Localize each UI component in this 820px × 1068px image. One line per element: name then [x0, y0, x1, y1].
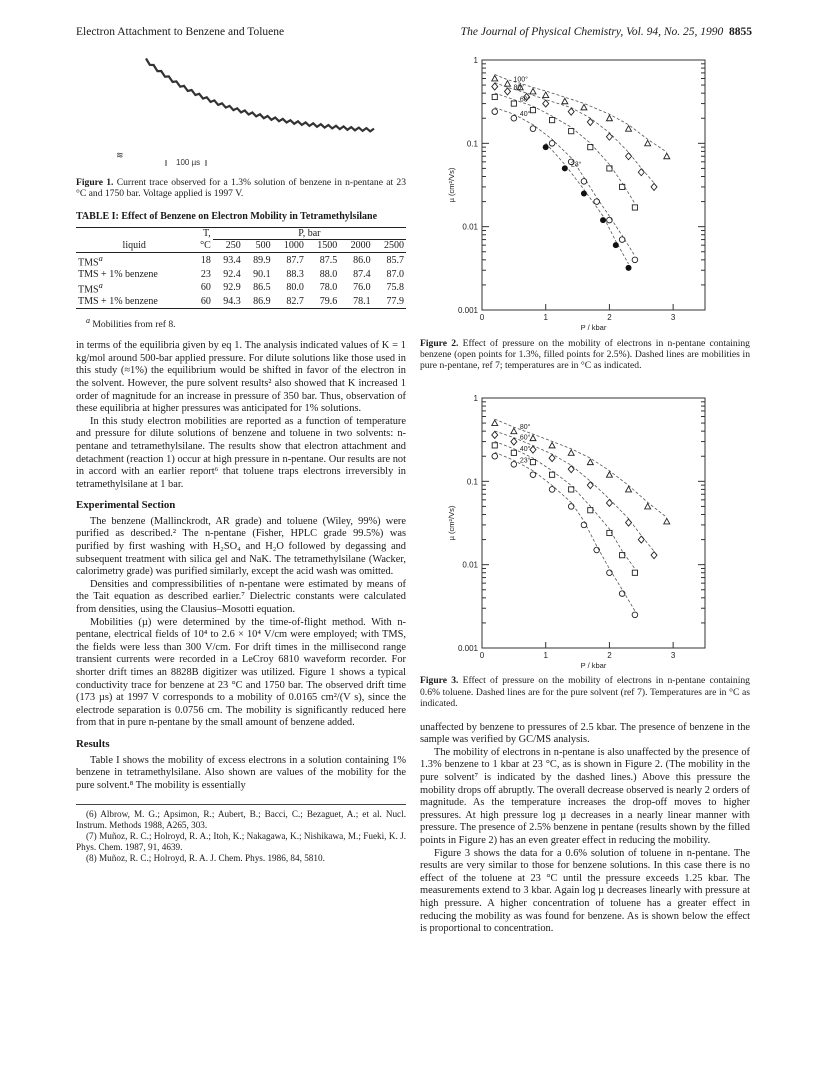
data-point [530, 472, 536, 478]
data-point [607, 570, 613, 576]
data-point [511, 450, 516, 455]
data-point-filled [613, 242, 619, 248]
dashed-line [495, 431, 654, 551]
temperature-label: 23° [570, 161, 582, 169]
data-point [492, 443, 497, 448]
data-point [606, 133, 612, 140]
data-point-filled [562, 165, 568, 171]
y-axis-label: µ (cm²/Vs) [447, 167, 456, 203]
temperature-label: 80° [519, 423, 531, 431]
data-point [492, 431, 498, 438]
data-point [594, 199, 600, 205]
data-point [568, 503, 574, 509]
data-point [581, 179, 587, 185]
y-tick-label: 0.01 [462, 222, 478, 232]
data-point [549, 454, 555, 461]
paragraph: Table I shows the mobility of excess electrons in a solution containing 1% benzene in tetramethylsilane. Also shown are values of the mobility for the pure solvent.⁸ The mobility is essentially [76, 754, 406, 791]
y-axis-label: µ (cm²/Vs) [447, 505, 456, 541]
data-point [606, 115, 612, 121]
data-point [651, 551, 657, 558]
temperature-label: 23° [519, 457, 531, 465]
data-point [492, 75, 498, 81]
data-point [492, 420, 498, 426]
scale-label: 100 µs [176, 158, 201, 167]
dashed-line [495, 93, 635, 204]
data-point [651, 183, 657, 190]
table-header-row [76, 227, 406, 240]
col-pressure: 500 [255, 240, 271, 252]
col-pressure: 2000 [350, 240, 371, 252]
trace-start-mark: ≋ [116, 150, 124, 160]
col-T: T, [202, 228, 211, 240]
paragraph: The benzene (Mallinckrodt, AR grade) and toluene (Wiley, 99%) were purified as described.² The n-pentane (Fisher, HPLC grade 99.5%) was purified by first washing with H₂SO₄ and H₂O followed by degassing and subsequent treatment with silica gel and NaK. The tetramethylsilane (Wacker, calorimetry grade) was purified similarly, except the acid wash was omitted. [76, 515, 406, 578]
data-point [638, 536, 644, 543]
x-tick-label: 3 [670, 650, 676, 660]
temperature-label: 80° [513, 84, 525, 92]
data-point [530, 126, 536, 132]
temperature-label: 40° [519, 111, 531, 119]
data-point [492, 109, 498, 115]
data-point [587, 119, 593, 126]
data-point [492, 94, 497, 99]
data-point [530, 88, 536, 94]
data-point [530, 459, 535, 464]
x-tick-label: 0 [479, 650, 485, 660]
y-tick-label: 0.1 [466, 139, 478, 149]
y-tick-label: 0.1 [466, 477, 478, 487]
paragraph: The mobility of electrons in n-pentane is also unaffected by the presence of 1.3% benzene to 1 kbar at 23 °C, as is shown in Figure 2. (The mobility in the pure solvent⁷ is indicated by the dashed lines.) Above this pressure the mobility drops off abruptly. The overall decrease observed is nearly 2 orders of magnitude. As the temperature increases the drop-off moves to higher pressures. At high pressure log µ decreases in a nearly linear manner with pressure. The presence of 2.5% benzene in pentane (results shown by the filled points in Figure 2) has an even greater effect in reducing the mobility. [420, 746, 750, 846]
data-point [568, 450, 574, 456]
data-point [607, 217, 613, 223]
data-point [530, 108, 535, 113]
x-axis-label: P / kbar [580, 660, 607, 670]
data-point [606, 472, 612, 478]
right-column [420, 48, 750, 936]
table1 [76, 227, 406, 309]
data-point [511, 461, 517, 467]
data-point [543, 92, 549, 98]
y-tick-label: 0.001 [457, 643, 478, 653]
page-number: 8855 [729, 26, 752, 38]
section-heading-results: Results [76, 737, 110, 750]
dashed-line [495, 108, 635, 256]
table-subheader-row [76, 240, 406, 253]
figure3-caption: Figure 3. Effect of pressure on the mobility of electrons in n-pentane containing 0.6% toluene. Dashed lines are for the pure solvent (ref 7). Temperatures are in °C as indicated. [420, 675, 750, 710]
y-tick-label: 1 [473, 56, 478, 65]
data-point [632, 205, 637, 210]
data-point [562, 98, 568, 104]
table-row: TMS$^a$ 18 93.4 89.9 87.7 87.5 86.0 85.7 [78, 253, 404, 269]
table-row: TMS + 1% benzene 23 92.4 90.1 88.3 88.0 87.4 87.0 [78, 268, 404, 280]
temperature-label: 60° [519, 96, 531, 104]
data-point [606, 499, 612, 506]
section-heading-experimental: Experimental Section [76, 499, 176, 512]
data-point [581, 522, 587, 528]
col-pressure: 250 [225, 240, 241, 252]
data-point [626, 519, 632, 526]
data-point [549, 141, 555, 147]
dashed-line [495, 452, 635, 611]
data-point [588, 507, 593, 512]
paragraph: Figure 3 shows the data for a 0.6% solution of toluene in n-pentane. The results are very similar to those for benzene solutions. In this case there is no effect of the toluene at 23 °C until the pressure exceeds 1.25 kbar. The measurements extend to 3 kbar. Again log µ decreases linearly with pressure at high pressure. A higher concentration of toluene has a greater effect in reducing the mobility as was found for benzene. As is shown below the effect is proportional to concentration. [420, 847, 750, 935]
reference-item: (7) Muñoz, R. C.; Holroyd, R. A.; Itoh, K.; Nakagawa, K.; Nishikawa, M.; Fueki, K. J. Phys. Chem. 1987, 91, 4639. [76, 830, 406, 852]
current-trace [146, 59, 374, 132]
data-point-filled [581, 191, 587, 197]
paragraph: Densities and compressibilities of n-pentane were estimated by means of the Tait equation as described earlier.⁷ Dielectric constants were calculated from densities, using the Clausius–Mosotti equation. [76, 578, 406, 616]
data-point [492, 453, 498, 459]
data-point [626, 486, 632, 492]
x-tick-label: 3 [670, 313, 676, 322]
data-point [549, 118, 554, 123]
y-tick-label: 0.001 [457, 306, 478, 315]
figure2-chart [420, 48, 750, 333]
table-row: TMS$^a$ 60 92.9 86.5 80.0 78.0 76.0 75.8 [78, 281, 404, 296]
data-point [568, 108, 574, 115]
data-point [504, 88, 510, 95]
figure1-trace [76, 48, 406, 168]
x-tick-label: 1 [543, 313, 548, 322]
data-point [632, 612, 638, 618]
y-tick-label: 0.01 [462, 560, 478, 570]
table-row: TMS + 1% benzene 60 94.3 86.9 82.7 79.6 78.1 77.9 [78, 296, 404, 308]
col-pressure: 1000 [283, 240, 304, 252]
data-point [530, 435, 536, 441]
dashed-line [495, 441, 635, 568]
plot-frame [482, 398, 705, 648]
data-point-filled [626, 265, 632, 271]
reference-item: (6) Albrow, M. G.; Apsimon, R.; Aubert, B.; Bacci, C.; Bezaguet, A.; et al. Nucl. Instrum. Methods 1988, A265, 303. [76, 809, 406, 831]
paragraph: unaffected by benzene to pressures of 2.5 kbar. The presence of benzene in the sample was verified by GC/MS analysis. [420, 721, 750, 746]
data-point [543, 100, 549, 107]
data-point [632, 570, 637, 575]
x-tick-label: 0 [479, 313, 485, 322]
journal-citation: The Journal of Physical Chemistry, Vol. 94, No. 25, 1990 8855 [460, 26, 752, 38]
figure3-chart [420, 386, 750, 671]
data-point [569, 129, 574, 134]
data-point [511, 115, 517, 121]
data-point [549, 472, 554, 477]
data-point [504, 81, 510, 87]
data-point [549, 486, 555, 492]
col-pressure: 1500 [317, 240, 338, 252]
temperature-label: 100° [513, 76, 528, 84]
temperature-label: 60° [519, 434, 531, 442]
col-pressure: 2500 [384, 240, 404, 252]
references [76, 804, 406, 863]
paragraph: in terms of the equilibria given by eq 1. The analysis indicated values of K = 1 kg/mol around 500-bar applied pressure. For dilute solutions like those used in this study (≈1%) the equilibrium would be shifted in favor of the electron in the solvent. However, the pure solvent results² also showed that K increased 1 order of magnitude for an increase in pressure of 350 bar. Thus, observation of these equilibria at higher pressures was anticipated for 1% solutions. [76, 340, 406, 415]
col-T-unit: °C [200, 240, 211, 252]
data-point [530, 446, 536, 453]
figure2-caption: Figure 2. Effect of pressure on the mobility of electrons in n-pentane containing benzene (open points for 1.3%, filled points for 2.5%). Dashed lines are mobilities in pure n-pentane, ref 7; temperatures are in °C as indicated. [420, 337, 750, 372]
x-tick-label: 2 [607, 650, 612, 660]
data-point-filled [543, 144, 549, 150]
data-point [645, 503, 651, 509]
paragraph: Mobilities (µ) were determined by the time-of-flight method. With n-pentane, electrical fields of 10⁴ to 2.6 × 10⁴ V/cm were employed; with TMS, the fields were less than 300 V/cm. For drift times in the millisecond range transient currents were recorded in a LeCroy 6810 waveform recorder. For shorter drift times an 8828B digitizer was utilized. Figure 1 shows a typical conductivity trace for benzene at 23 °C and 1750 bar. The observed drift time (173 µs) at 1997 V corresponds to a mobility of 0.0165 cm²/(V s), since the electrode separation is 0.0756 cm. The mobility is significantly reduced here from that in pure n-pentane by the small amount of benzene added. [76, 616, 406, 729]
table1-footnote: $^a$ Mobilities from ref 8. [86, 315, 176, 330]
left-column [76, 48, 406, 863]
running-head [76, 26, 752, 38]
col-P: P, bar [213, 227, 406, 240]
data-point [511, 428, 517, 434]
data-point-filled [600, 217, 606, 223]
data-point [664, 518, 670, 524]
col-liquid: liquid [122, 240, 146, 252]
data-point [638, 169, 644, 176]
table1-title: TABLE I: Effect of Benzene on Electron Mobility in Tetramethylsilane [76, 211, 378, 223]
x-tick-label: 1 [543, 650, 548, 660]
running-title: Electron Attachment to Benzene and Toluene [76, 26, 285, 38]
data-point [549, 442, 555, 448]
data-point [632, 257, 638, 263]
x-axis-label: P / kbar [580, 323, 607, 332]
paragraph: In this study electron mobilities are reported as a function of temperature and pressure for dilute solutions of benzene and toluene in two solvents: n-pentane and tetramethylsilane. The results show that electron attachment and detachment (reaction 1) occur at high pressure in n-pentane. Our results are not in accord with an earlier report⁶ that toluene traps electrons irreversibly in tetramethylsilane at 1 bar. [76, 415, 406, 490]
temperature-label: 40° [519, 445, 531, 453]
data-point [492, 83, 498, 90]
data-point [511, 438, 517, 445]
data-point [581, 104, 587, 110]
x-tick-label: 2 [607, 313, 612, 322]
plot-frame [482, 60, 705, 310]
data-point [619, 237, 625, 243]
reference-item: (8) Muñoz, R. C.; Holroyd, R. A. J. Chem. Phys. 1986, 84, 5810. [86, 852, 325, 863]
figure1-caption: Figure 1. Current trace observed for a 1.3% solution of benzene in n-pentane at 23 °C and 1750 bar. Voltage applied is 1997 V. [76, 176, 406, 199]
y-tick-label: 1 [473, 393, 478, 403]
data-point [626, 153, 632, 160]
data-point [664, 153, 670, 159]
data-point [511, 101, 516, 106]
